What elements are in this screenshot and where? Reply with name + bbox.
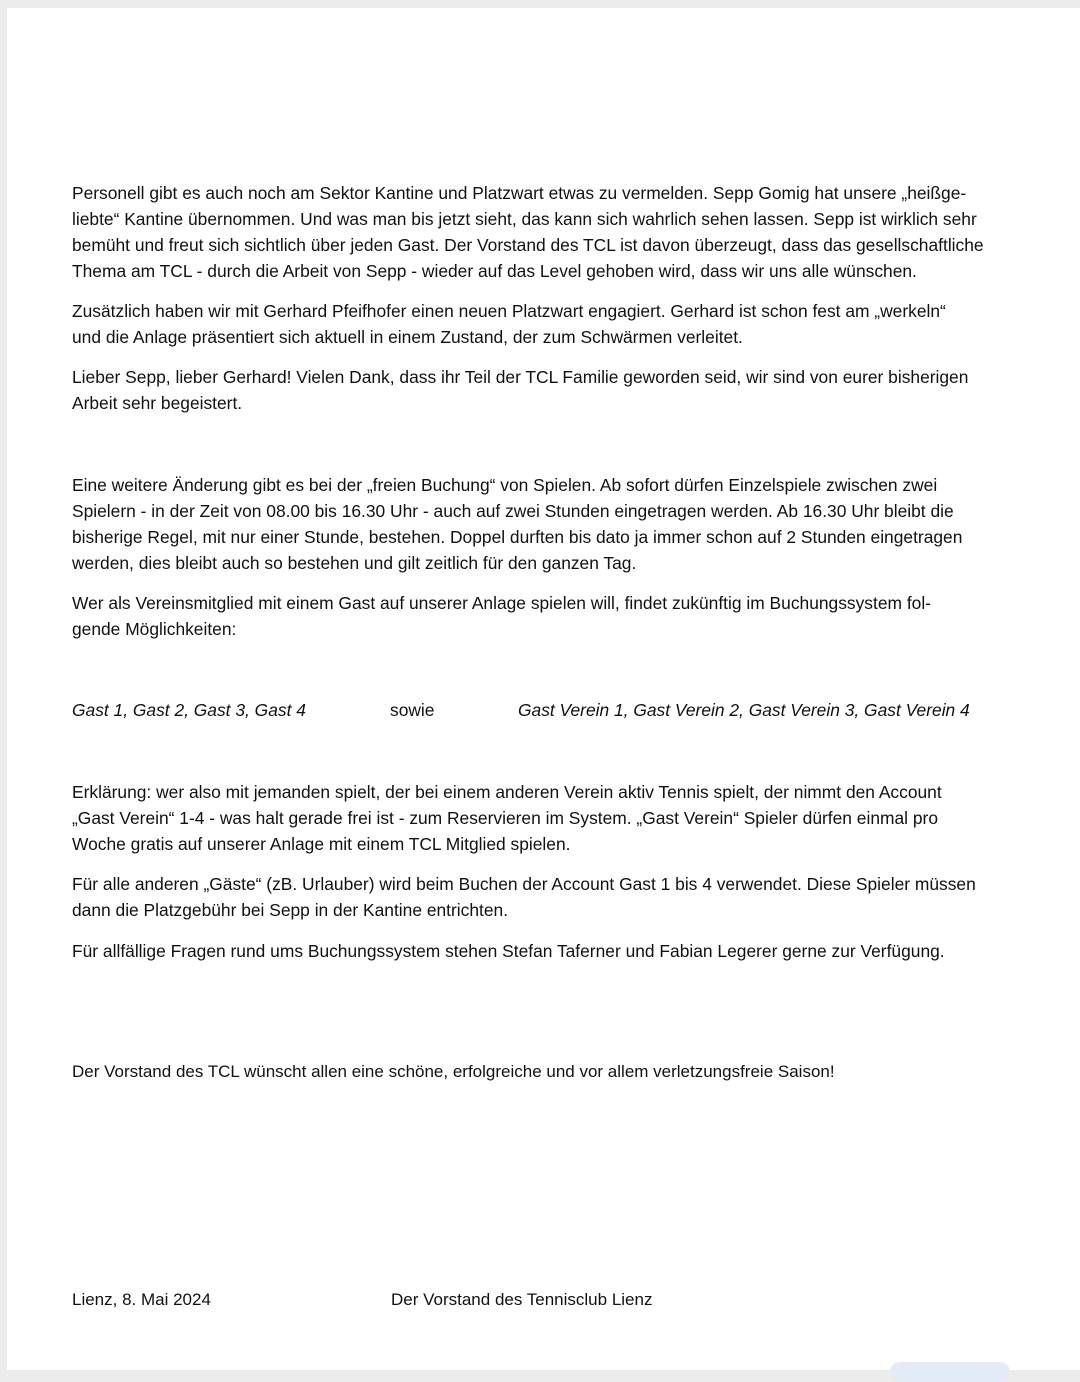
text-line: Erklärung: wer also mit jemanden spielt, der bei einem anderen Verein aktiv Tennis spielt, der nimmt den Account xyxy=(72,782,942,802)
footer-signature: Der Vorstand des Tennisclub Lienz xyxy=(391,1290,653,1309)
text-line: gende Möglichkeiten: xyxy=(72,619,237,639)
text-line: Zusätzlich haben wir mit Gerhard Pfeifhofer einen neuen Platzwart engagiert. Gerhard ist schon fest am „werkeln“ xyxy=(72,301,946,321)
text-line: Personell gibt es auch noch am Sektor Kantine und Platzwart etwas zu vermelden. Sepp Gomig hat unsere „heißge- xyxy=(72,183,967,203)
document-page xyxy=(7,8,1080,1370)
text-line: Lieber Sepp, lieber Gerhard! Vielen Dank, dass ihr Teil der TCL Familie geworden seid, wir sind von eurer bisherigen xyxy=(72,367,969,387)
text-line: Spielern - in der Zeit von 08.00 bis 16.30 Uhr - auch auf zwei Stunden eingetragen werden. Ab 16.30 Uhr bleibt die xyxy=(72,501,954,521)
text-line: Woche gratis auf unserer Anlage mit einem TCL Mitglied spielen. xyxy=(72,834,571,854)
text-line: bisherige Regel, mit nur einer Stunde, bestehen. Doppel durften bis dato ja immer schon auf 2 Stunden eingetragen xyxy=(72,527,963,547)
text-line: dann die Platzgebühr bei Sepp in der Kantine entrichten. xyxy=(72,900,509,920)
paragraph-kantine xyxy=(72,180,1022,284)
scroll-indicator[interactable] xyxy=(890,1362,1010,1382)
text-line: und die Anlage präsentiert sich aktuell in einem Zustand, der zum Schwärmen verleitet. xyxy=(72,327,743,347)
text-line: Der Vorstand des TCL wünscht allen eine schöne, erfolgreiche und vor allem verletzungsfreie Saison! xyxy=(72,1062,835,1081)
paragraph-fragen xyxy=(72,938,1022,964)
text-line: liebte“ Kantine übernommen. Und was man bis jetzt sieht, das kann sich wahrlich sehen lassen. Sepp ist wirklich sehr xyxy=(72,209,977,229)
accounts-gast: Gast 1, Gast 2, Gast 3, Gast 4 xyxy=(72,700,306,720)
text-line: bemüht und freut sich sichtlich über jeden Gast. Der Vorstand des TCL ist davon überzeugt, dass das gesellschaftliche xyxy=(72,235,984,255)
accounts-sowie: sowie xyxy=(390,700,435,720)
accounts-gast-verein: Gast Verein 1, Gast Verein 2, Gast Verein 3, Gast Verein 4 xyxy=(518,700,970,720)
text-line: werden, dies bleibt auch so bestehen und gilt zeitlich für den ganzen Tag. xyxy=(72,553,637,573)
paragraph-platzwart xyxy=(72,298,1022,350)
text-line: Für allfällige Fragen rund ums Buchungssystem stehen Stefan Taferner und Fabian Legerer gerne zur Verfügung. xyxy=(72,941,945,961)
text-line: Thema am TCL - durch die Arbeit von Sepp - wieder auf das Level gehoben wird, dass wir uns alle wünschen. xyxy=(72,261,917,281)
text-line: Arbeit sehr begeistert. xyxy=(72,393,243,413)
paragraph-buchung xyxy=(72,472,1022,576)
text-line: „Gast Verein“ 1-4 - was halt gerade frei ist - zum Reservieren im System. „Gast Verein“ Spieler dürfen einmal pro xyxy=(72,808,938,828)
paragraph-gast xyxy=(72,590,1022,642)
paragraph-erklaerung xyxy=(72,779,1022,857)
footer-place-date: Lienz, 8. Mai 2024 xyxy=(72,1290,211,1309)
paragraph-dank xyxy=(72,364,1022,416)
paragraph-andere xyxy=(72,871,1022,923)
text-line: Eine weitere Änderung gibt es bei der „freien Buchung“ von Spielen. Ab sofort dürfen Einzelspiele zwischen zwei xyxy=(72,475,938,495)
text-line: Wer als Vereinsmitglied mit einem Gast auf unserer Anlage spielen will, findet zukünftig im Buchungssystem fol- xyxy=(72,593,931,613)
paragraph-wunsch xyxy=(72,1059,1022,1085)
text-line: Für alle anderen „Gäste“ (zB. Urlauber) wird beim Buchen der Account Gast 1 bis 4 verwendet. Diese Spieler müssen xyxy=(72,874,976,894)
